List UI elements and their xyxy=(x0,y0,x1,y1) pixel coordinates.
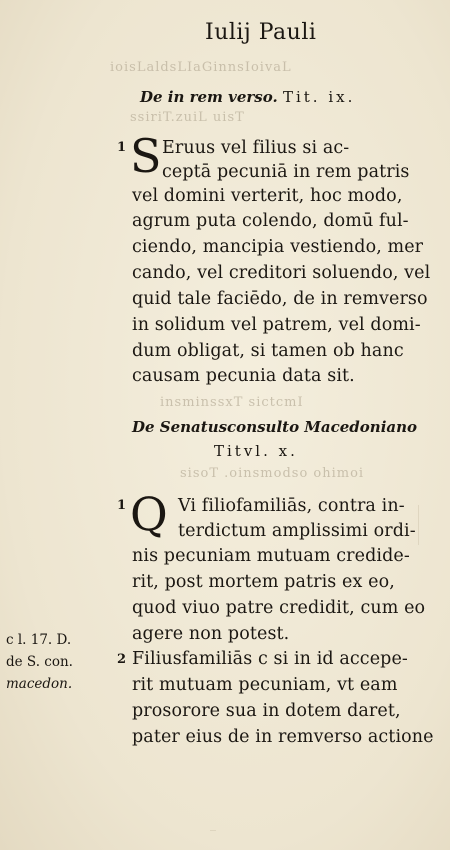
paragraph-number: 2 xyxy=(117,652,127,667)
text-line: ciendo, mancipia vestiendo, mer xyxy=(132,237,424,257)
marginal-note-line: de S. con. xyxy=(6,654,73,670)
text-line: in solidum vel patrem, vel domi- xyxy=(132,315,421,335)
title-ix-number: Tit. ix. xyxy=(282,88,356,106)
running-header: Iulij Pauli xyxy=(205,20,317,45)
text-line: Vi filiofamiliās, contra in- xyxy=(178,496,405,516)
title-ix xyxy=(140,88,355,106)
text-line: Filiusfamiliās c si in id accepe- xyxy=(132,649,408,669)
paper-mark xyxy=(418,505,419,545)
text-line: causam pecunia data sit. xyxy=(132,366,355,386)
drop-cap-s: S xyxy=(130,129,162,183)
text-line: vel domini verterit, hoc modo, xyxy=(132,186,403,206)
bleed-through-text: ssiriT.zuiL uisT xyxy=(130,110,245,125)
text-line: rit, post mortem patris ex eo, xyxy=(132,572,395,592)
text-line: Eruus vel filius si ac- xyxy=(162,138,350,158)
title-ix-italic: De in rem verso. xyxy=(140,88,278,106)
title-x-number: Titvl. x. xyxy=(214,442,298,460)
text-line: rit mutuam pecuniam, vt eam xyxy=(132,675,398,695)
text-line: nis pecuniam mutuam credide- xyxy=(132,546,410,566)
title-x-heading: De Senatusconsulto Macedoniano xyxy=(132,418,418,436)
paper-mark xyxy=(210,830,216,831)
text-line: agrum puta colendo, domū ful- xyxy=(132,211,409,231)
bleed-through-text: insminssxT sictcmI xyxy=(160,395,304,410)
drop-cap-q: Q xyxy=(130,487,168,541)
bleed-through-text: sisoT .oinsmodso ohimoi xyxy=(180,466,365,481)
text-line: quod viuo patre credidit, cum eo xyxy=(132,598,426,618)
paragraph-number: 1 xyxy=(117,140,127,155)
marginal-note-line: c l. 17. D. xyxy=(6,632,72,648)
bleed-through-text: ioisLaldsLIaGinnsIoivaL xyxy=(110,60,292,75)
text-line: cando, vel creditori soluendo, vel xyxy=(132,263,431,283)
text-line: prosorore sua in dotem daret, xyxy=(132,701,401,721)
marginal-note-line: macedon. xyxy=(6,676,73,692)
text-line: agere non potest. xyxy=(132,624,290,644)
paragraph-number: 1 xyxy=(117,498,127,513)
text-line: pater eius de in remverso actione xyxy=(132,727,434,747)
text-line: ceptā pecuniā in rem patris xyxy=(162,162,410,182)
text-line: dum obligat, si tamen ob hanc xyxy=(132,341,404,361)
text-line: terdictum amplissimi ordi- xyxy=(178,521,416,541)
text-line: quid tale faciēdo, de in remverso xyxy=(132,289,428,309)
